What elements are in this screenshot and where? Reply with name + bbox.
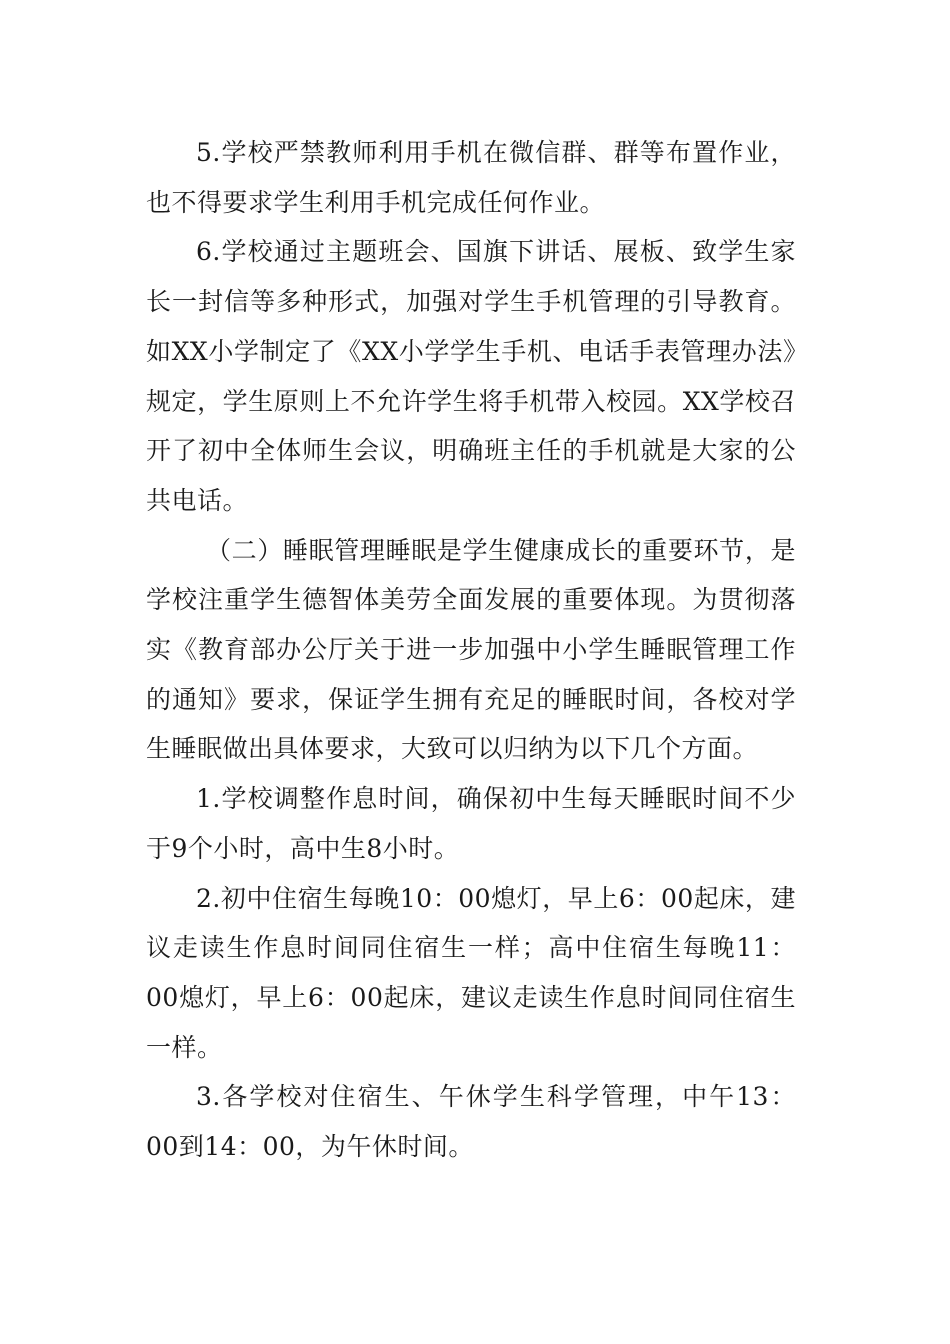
paragraph-item-6: 6.学校通过主题班会、国旗下讲话、展板、致学生家长一封信等多种形式，加强对学生手机管理的引导教育。如XX小学制定了《XX小学学生手机、电话手表管理办法》规定，学生原则上不允许学生将手机带入校园。XX学校召开了初中全体师生会议，明确班主任的手机就是大家的公共电话。 (146, 237, 796, 515)
section-heading-sleep-management: （二）睡眠管理睡眠是学生健康成长的重要环节，是学校注重学生德智体美劳全面发展的重要体现。为贯彻落实《教育部办公厅关于进一步加强中小学生睡眠管理工作的通知》要求，保证学生拥有充足的睡眠时间，各校对学生睡眠做出具体要求，大致可以归纳为以下几个方面。 (146, 535, 796, 764)
paragraph-item-2: 2.初中住宿生每晚10：00熄灯，早上6：00起床，建议走读生作息时间同住宿生一样；高中住宿生每晚11：00熄灯，早上6：00起床，建议走读生作息时间同住宿生一样。 (146, 883, 796, 1062)
paragraph-item-5: 5.学校严禁教师利用手机在微信群、群等布置作业，也不得要求学生利用手机完成任何作业。 (146, 138, 796, 217)
document-body (146, 128, 796, 1172)
paragraph-item-1: 1.学校调整作息时间，确保初中生每天睡眠时间不少于9个小时，高中生8小时。 (146, 784, 796, 863)
paragraph-item-3: 3.各学校对住宿生、午休学生科学管理，中午13：00到14：00，为午休时间。 (146, 1082, 796, 1162)
